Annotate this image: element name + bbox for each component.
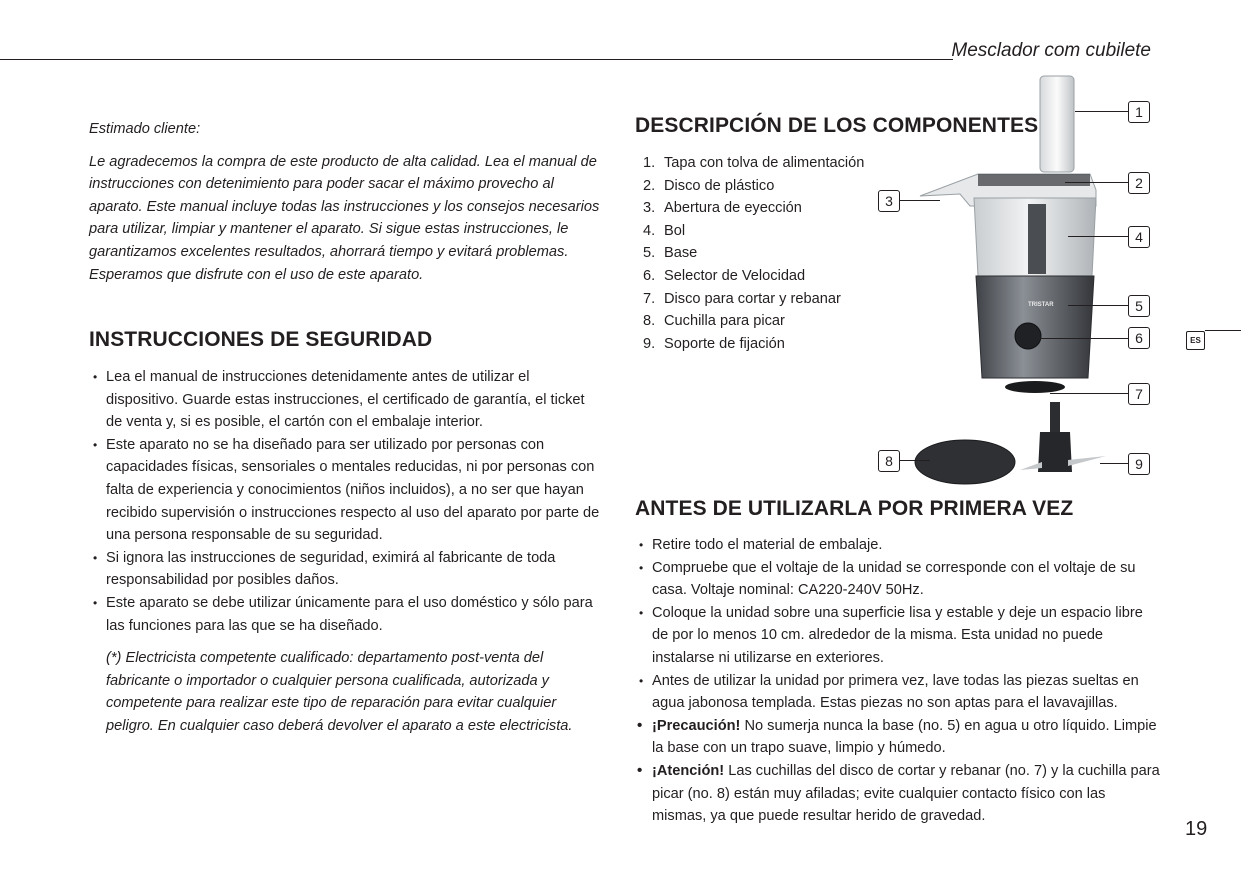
- list-item: [643, 220, 864, 243]
- item-label: Bol: [664, 222, 686, 239]
- item-label: Tapa con tolva de alimentación: [664, 155, 865, 171]
- callout-leader: [900, 200, 940, 201]
- item-label: Soporte de fijación: [664, 335, 785, 352]
- list-item: • Coloque la unidad sobre una superficie lisa y estable y deje un espacio libre de por lo menos 10 cm. alrededor de la misma. Esta unidad no puede instalarse ni utilizarse en exteriores.: [635, 602, 1160, 670]
- item-label: Disco de plástico: [664, 177, 775, 194]
- item-number: 5.: [643, 245, 656, 262]
- item-label: Selector de Velocidad: [664, 267, 806, 284]
- intro-greeting: Estimado cliente:: [89, 121, 201, 137]
- callout-5: 5: [1128, 295, 1150, 317]
- item-label: Cuchilla para picar: [664, 313, 785, 330]
- header-rule: [0, 59, 953, 60]
- speed-selector-knob: [1015, 323, 1041, 349]
- callout-leader: [1040, 338, 1128, 339]
- callout-9: 9: [1128, 453, 1150, 475]
- list-item: [643, 242, 864, 265]
- item-number: 7.: [643, 290, 656, 307]
- components-list: [643, 152, 864, 355]
- item-number: 3.: [643, 200, 656, 217]
- caution-label: ¡Precaución!: [652, 717, 741, 734]
- blade-spindle: [1050, 402, 1060, 432]
- list-item: • Compruebe que el voltaje de la unidad se corresponde con el voltaje de su casa. Voltaje nominal: CA220-240V 50Hz.: [635, 557, 1160, 602]
- item-number: 1.: [643, 155, 656, 171]
- item-number: 8.: [643, 313, 656, 330]
- item-number: 9.: [643, 335, 656, 352]
- feed-tube: [1040, 76, 1074, 172]
- list-item: [643, 197, 864, 220]
- safety-heading: INSTRUCCIONES DE SEGURIDAD: [89, 328, 433, 351]
- callout-6: 6: [1128, 327, 1150, 349]
- attention-label: ¡Atención!: [652, 762, 725, 779]
- item-label: Base: [664, 245, 698, 262]
- slicing-disc: [915, 440, 1015, 484]
- callout-leader: [1065, 182, 1128, 183]
- language-tab: ES: [1186, 331, 1205, 350]
- item-label: Disco para cortar y rebanar: [664, 290, 841, 307]
- before-use-list: [635, 534, 1160, 828]
- callout-2: 2: [1128, 172, 1150, 194]
- callout-leader: [1075, 111, 1128, 112]
- language-tab-rule: [1205, 330, 1241, 331]
- item-number: 4.: [643, 222, 656, 239]
- callout-leader: [1068, 236, 1128, 237]
- before-use-heading: ANTES DE UTILIZARLA POR PRIMERA VEZ: [635, 497, 1074, 520]
- callout-3: 3: [878, 190, 900, 212]
- list-item: • Este aparato no se ha diseñado para ser utilizado por personas con capacidades físicas, sensoriales o mentales reducidas, ni por personas con falta de experiencia y conocimientos (niños incluidos), a no ser que hayan recibido supervisión o instrucciones respecto al uso del aparato por parte de una persona responsable de su seguridad.: [89, 434, 604, 547]
- bowl-shaft: [1028, 204, 1046, 274]
- list-item: • Si ignora las instrucciones de seguridad, eximirá al fabricante de toda responsabilidad por posibles daños.: [89, 547, 604, 592]
- item-number: 2.: [643, 177, 656, 194]
- brand-label: TRISTAR: [1028, 302, 1054, 308]
- intro-section: [89, 118, 609, 296]
- page-header-title: Mesclador com cubilete: [951, 40, 1151, 61]
- list-item: • Retire todo el material de embalaje.: [635, 534, 1160, 557]
- list-item: [643, 175, 864, 198]
- list-item: • Este aparato se debe utilizar únicamente para el uso doméstico y sólo para las funciones para las que se ha diseñado.: [89, 592, 604, 637]
- attention-text: Las cuchillas del disco de cortar y rebanar (no. 7) y la cuchilla para picar (no. 8) están muy afiladas; evite cualquier contacto físico con las mismas, ya que puede resultar herido de gravedad.: [652, 762, 1160, 825]
- attention-item: [635, 760, 1160, 828]
- intro-body: Le agradecemos la compra de este producto de alta calidad. Lea el manual de instrucciones con detenimiento para poder sacar el máximo provecho al aparato. Este manual incluye todas las instrucciones y los consejos necesarios para utilizar, limpiar y mantener el aparato. Si sigue estas instrucciones, le garantizamos excelentes resultados, ahorrará tiempo y evitará problemas. Esperamos que disfrute con el uso de este aparato.: [89, 153, 600, 283]
- food-processor-illustration: [900, 70, 1140, 490]
- list-item: [643, 288, 864, 311]
- item-number: 6.: [643, 267, 656, 284]
- base-foot: [1005, 381, 1065, 393]
- callout-7: 7: [1128, 383, 1150, 405]
- callout-leader: [1050, 393, 1128, 394]
- list-item: [643, 333, 864, 356]
- components-heading: DESCRIPCIÓN DE LOS COMPONENTES: [635, 114, 1039, 137]
- list-item: • Antes de utilizar la unidad por primera vez, lave todas las piezas sueltas en agua jabonosa templada. Estas piezas no son aptas para el lavavajillas.: [635, 670, 1160, 715]
- callout-1: 1: [1128, 101, 1150, 123]
- chopping-blade-hub: [1038, 432, 1072, 472]
- list-item: [643, 265, 864, 288]
- electrician-note: (*) Electricista competente cualificado: departamento post-venta del fabricante o importador o cualquier persona cualificada, autorizada y competente para realizar este tipo de reparación para evitar cualquier peligro. En cualquier caso deberá devolver el aparato a este electricista.: [106, 650, 573, 734]
- callout-leader: [900, 460, 930, 461]
- list-item: • Lea el manual de instrucciones detenidamente antes de utilizar el dispositivo. Guarde estas instrucciones, el certificado de garantía, el ticket de venta y, si es posible, el cartón con el embalaje interior.: [89, 366, 604, 434]
- caution-text: No sumerja nunca la base (no. 5) en agua u otro líquido. Limpie la base con un trapo suave, limpio y húmedo.: [652, 717, 1157, 757]
- item-label: Abertura de eyección: [664, 200, 802, 217]
- caution-item: [635, 715, 1160, 760]
- list-item: [643, 152, 864, 175]
- list-item: [643, 310, 864, 333]
- callout-8: 8: [878, 450, 900, 472]
- lid-dark-rim: [978, 174, 1090, 186]
- callout-4: 4: [1128, 226, 1150, 248]
- callout-leader: [1068, 305, 1128, 306]
- page-number: 19: [1185, 818, 1208, 840]
- safety-list: [89, 366, 604, 637]
- callout-leader: [1100, 463, 1128, 464]
